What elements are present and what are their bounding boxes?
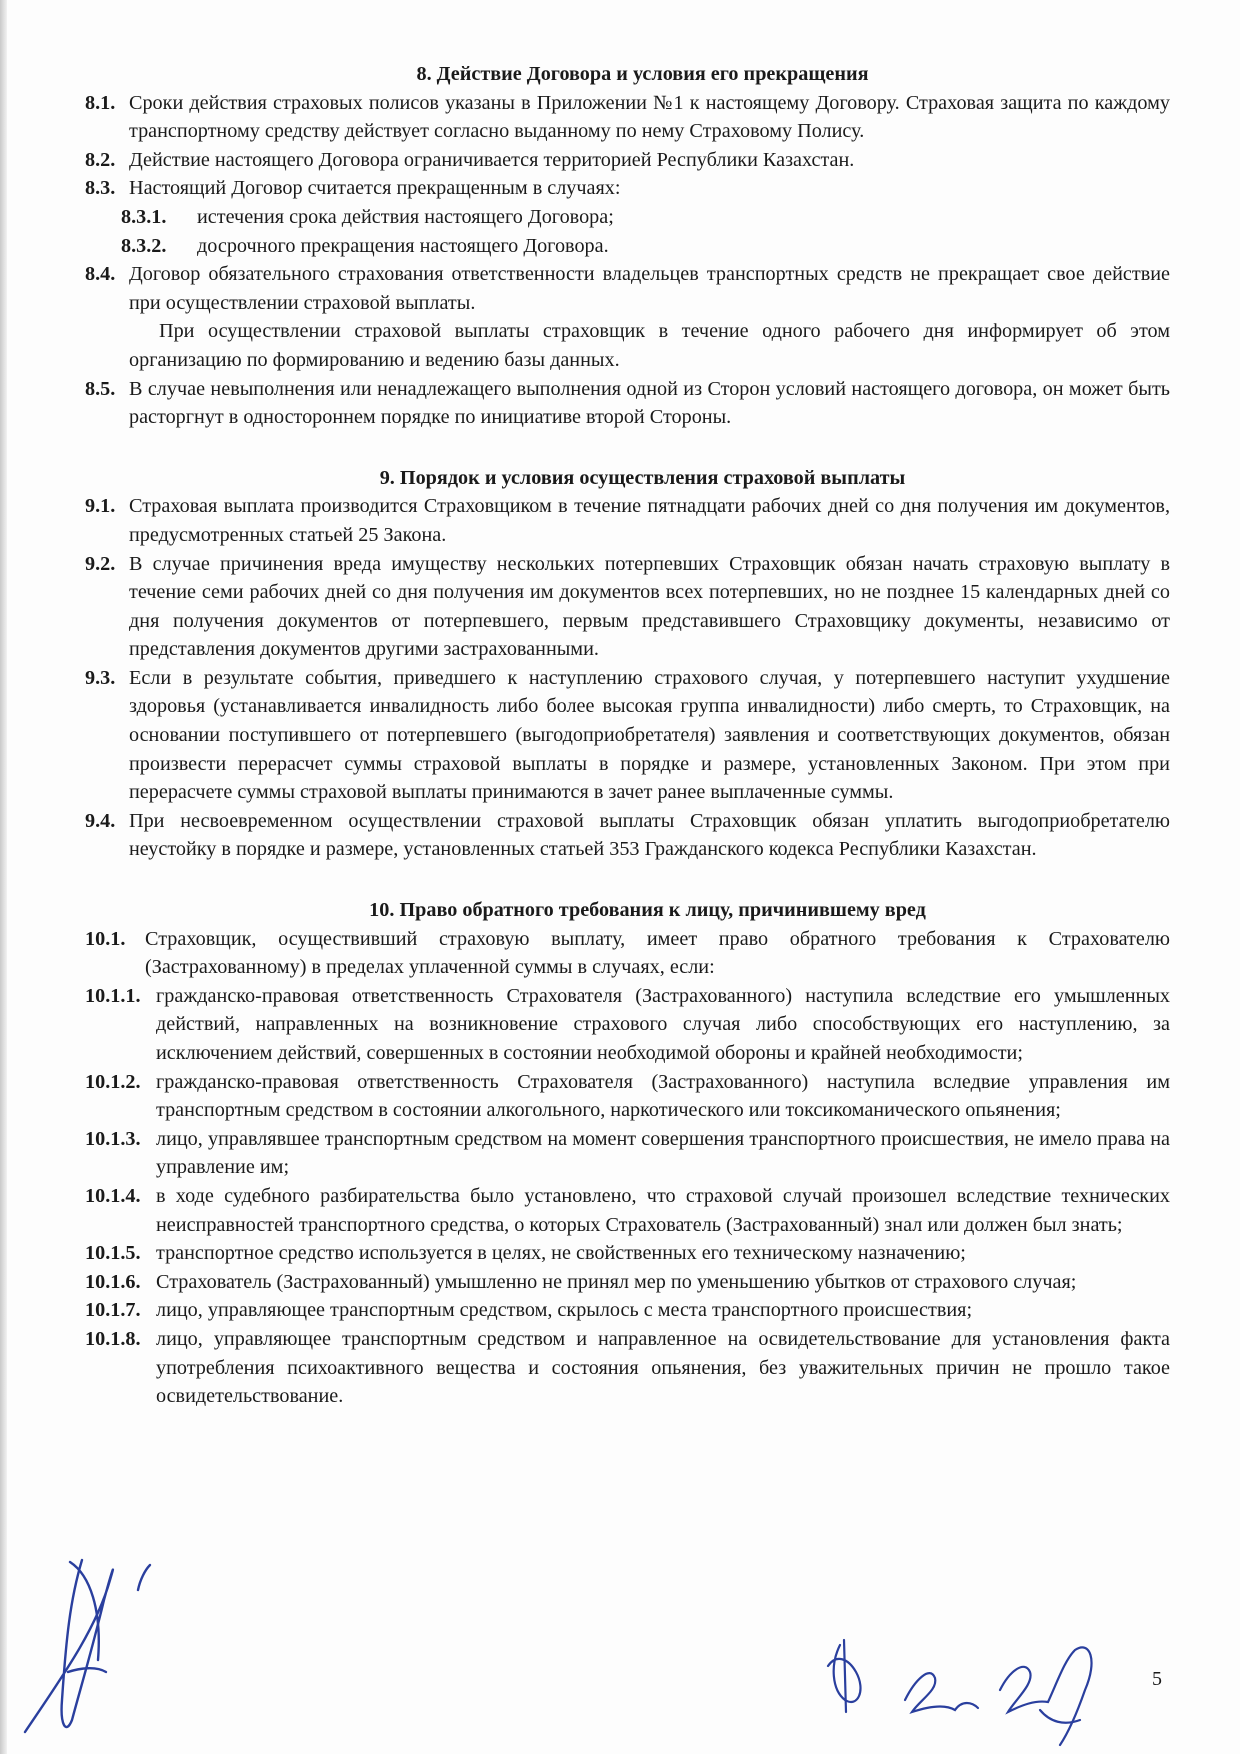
clause-number: 8.4. — [85, 263, 116, 286]
clause-9-3 — [85, 664, 1170, 807]
clause-9-2 — [85, 550, 1170, 664]
clause-number: 9.1. — [85, 495, 116, 518]
clause-text: В случае причинения вреда имуществу нескольких потерпевших Страховщик обязан начать страховую выплату в течение семи рабочих дней со дня получения им документов всех потерпевших, но не позднее 15 календарных дней со дня получения документов от потерпевшего, первым представившего Страховщику документы, независимо от представления документов другими застрахованными. — [129, 552, 1170, 661]
clause-number: 9.2. — [85, 552, 116, 575]
clause-number: 8.3.1. — [121, 205, 167, 228]
clause-number: 10.1.4. — [85, 1184, 141, 1207]
clause-number: 8.3.2. — [121, 234, 167, 257]
clause-number: 10.1.3. — [85, 1127, 141, 1150]
handwritten-signatures-icon — [828, 1640, 1092, 1745]
clause-text: гражданско-правовая ответственность Страхователя (Застрахованного) наступила вследвие управления им транспортным средством в состоянии алкогольного, наркотического или токсикоманического опьянения; — [156, 1070, 1170, 1122]
clause-number: 10.1.7. — [85, 1299, 141, 1322]
section-9-title: 9. Порядок и условия осуществления страховой выплаты — [379, 466, 906, 489]
clause-text: Сроки действия страховых полисов указаны в Приложении №1 к настоящему Договору. Страховая защита по каждому транспортному средству действует согласно выданному по нему Страховому Полису. — [129, 91, 1170, 143]
clause-text: Если в результате события, приведшего к наступлению страхового случая, у потерпевшего наступит ухудшение здоровья (устанавливается инвалидность либо более высокая группа инвалидности) либо смерть, то Страховщик, на основании поступившего от потерпевшего (выгодоприобретателя) заявления и соответствующих документов, обязан произвести перерасчет суммы страховой выплаты в порядке и размере, установленных Законом. При этом при перерасчете суммы страховой выплаты принимаются в зачет ранее выплаченные суммы. — [129, 666, 1170, 804]
clause-number: 10.1.1. — [85, 984, 141, 1007]
clause-text: В случае невыполнения или ненадлежащего выполнения одной из Сторон условий настоящего договора, он может быть расторгнут в одностороннем порядке по инициативе второй Стороны. — [129, 377, 1170, 429]
clause-9-4 — [85, 807, 1170, 864]
clause-text: Страховая выплата производится Страховщиком в течение пятнадцати рабочих дней со дня получения им документов, предусмотренных статьей 25 Закона. — [129, 495, 1170, 546]
clause-10-1-8 — [85, 1325, 1170, 1411]
clause-number: 10.1. — [85, 927, 126, 950]
clause-9-1 — [85, 492, 1170, 549]
clause-text: в ходе судебного разбирательства было установлено, что страховой случай произошел вследствие технических неисправностей транспортного средства, о которых Страхователь (Застрахованный) знал или должен был знать; — [156, 1184, 1170, 1236]
clause-number: 8.2. — [85, 148, 116, 171]
clause-text: Договор обязательного страхования ответственности владельцев транспортных средств не прекращает свое действие при осуществлении страховой выплаты. — [129, 263, 1170, 314]
clause-10-1-3 — [85, 1125, 1170, 1182]
clause-number: 10.1.8. — [85, 1327, 141, 1350]
clause-8-5 — [85, 375, 1170, 432]
page-number: 5 — [1152, 1668, 1162, 1690]
clause-number: 8.1. — [85, 91, 116, 114]
clause-number: 9.4. — [85, 809, 116, 832]
clause-8-2 — [85, 146, 1170, 175]
clause-number: 10.1.5. — [85, 1242, 141, 1265]
handwritten-signature-icon — [25, 1560, 150, 1732]
clause-number: 10.1.6. — [85, 1270, 141, 1293]
clause-8-4-paragraph: При осуществлении страховой выплаты страховщик в течение одного рабочего дня информирует об этом организацию по формированию и ведению базы данных. — [129, 320, 1170, 371]
clause-10-1 — [85, 925, 1170, 982]
clause-text: Действие настоящего Договора ограничивается территорией Республики Казахстан. — [129, 148, 855, 171]
clause-text: Настоящий Договор считается прекращенным в случаях: — [129, 177, 621, 200]
clause-8-3-1 — [121, 203, 1170, 232]
clause-number: 10.1.2. — [85, 1070, 141, 1093]
clause-10-1-5 — [85, 1239, 1170, 1268]
clause-10-1-1 — [85, 982, 1170, 1068]
document-body — [85, 60, 1170, 1411]
clause-number: 9.3. — [85, 666, 116, 689]
clause-10-1-2 — [85, 1068, 1170, 1125]
clause-text: лицо, управлявшее транспортным средством на момент совершения транспортного происшествия, не имело права на управление им; — [156, 1127, 1170, 1179]
clause-text: транспортное средство используется в целях, не свойственных его техническому назначению; — [156, 1242, 966, 1265]
clause-text: лицо, управляющее транспортным средством и направленное на освидетельствование для установления факта употребления психоактивного вещества и состояния опьянения, без уважительных причин не прошло такое освидетельствование. — [156, 1327, 1170, 1408]
clause-8-3 — [85, 174, 1170, 203]
clause-number: 8.5. — [85, 377, 116, 400]
clause-text: лицо, управляющее транспортным средством, скрылось с места транспортного происшествия; — [156, 1299, 973, 1322]
clause-8-3-2 — [121, 232, 1170, 261]
clause-text: гражданско-правовая ответственность Страхователя (Застрахованного) наступила вследствие его умышленных действий, направленных на возникновение страхового случая либо способствующих его наступлению, за исключением действий, совершенных в состоянии необходимой обороны и крайней необходимости; — [156, 984, 1170, 1064]
section-10-title: 10. Право обратного требования к лицу, причинившему вред — [369, 899, 926, 922]
clause-10-1-7 — [85, 1296, 1170, 1325]
section-8-title: 8. Действие Договора и условия его прекращения — [416, 63, 869, 85]
clause-number: 8.3. — [85, 177, 116, 200]
clause-text: досрочного прекращения настоящего Договора. — [197, 234, 609, 257]
clause-8-4 — [85, 260, 1170, 317]
scan-edge — [0, 0, 7, 1754]
clause-text: При несвоевременном осуществлении страховой выплаты Страховщик обязан уплатить выгодоприобретателю неустойку в порядке и размере, установленных статьей 353 Гражданского кодекса Республики Казахстан. — [129, 809, 1170, 861]
clause-8-1 — [85, 89, 1170, 146]
clause-10-1-4 — [85, 1182, 1170, 1239]
clause-text: истечения срока действия настоящего Договора; — [197, 205, 614, 228]
clause-10-1-6 — [85, 1268, 1170, 1297]
clause-text: Страхователь (Застрахованный) умышленно не принял мер по уменьшению убытков от страхового случая; — [156, 1270, 1077, 1293]
clause-text: Страховщик, осуществивший страховую выплату, имеет право обратного требования к Страхователю (Застрахованному) в пределах уплаченной суммы в случаях, если: — [145, 927, 1170, 979]
